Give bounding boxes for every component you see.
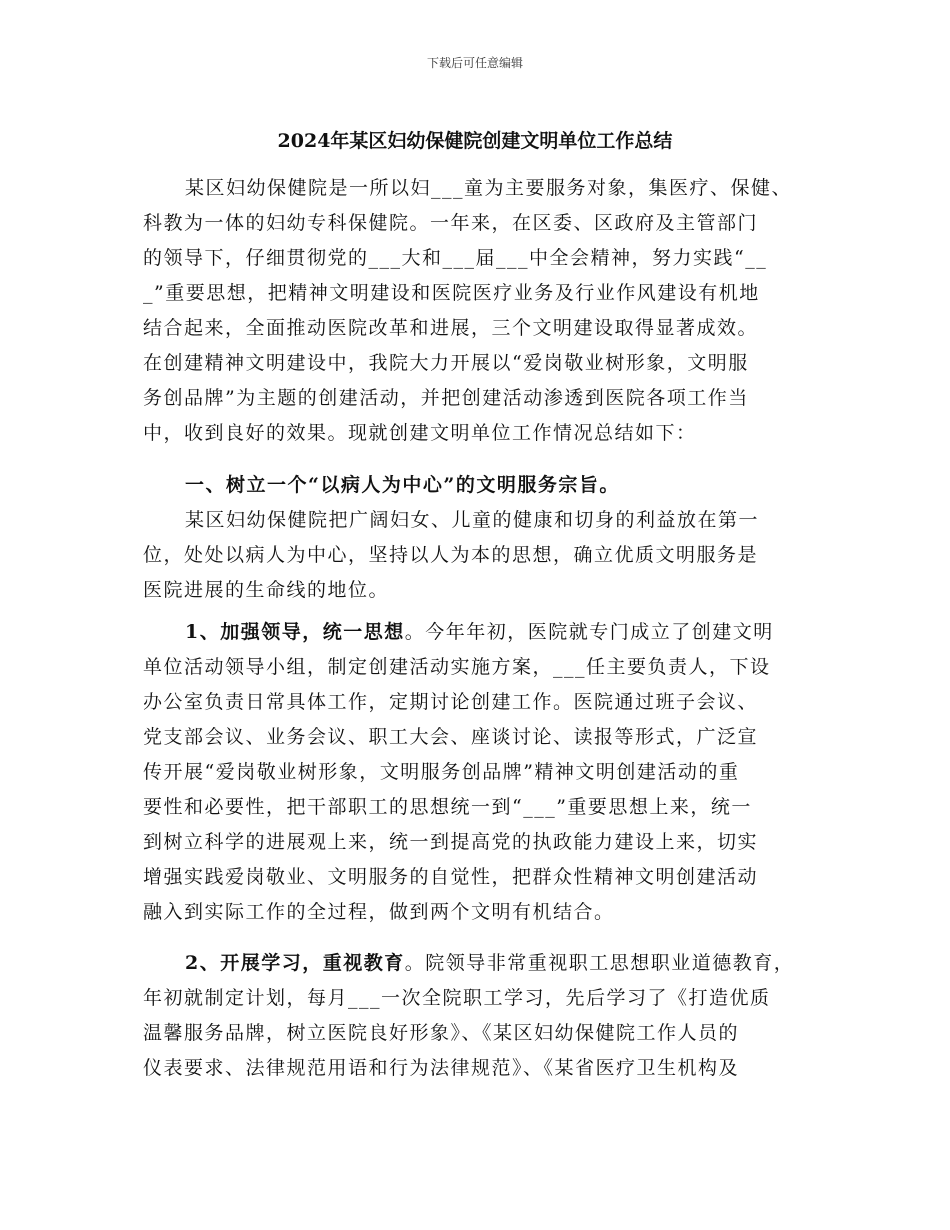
- text-line: 医院进展的生命线的地位。: [143, 579, 390, 601]
- text-line: 位，处处以病人为中心，坚持以人为本的思想，确立优质文明服务是: [143, 544, 759, 566]
- text-line: 温馨服务品牌，树立医院良好形象》、《某区妇幼保健院工作人员的: [143, 1022, 740, 1044]
- document-title: 2024年某区妇幼保健院创建文明单位工作总结: [277, 130, 673, 152]
- item-text: 。今年年初，医院就专门成立了创建文明: [404, 621, 774, 643]
- text-line: 办公室负责日常具体工作，定期讨论创建工作。医院通过班子会议、: [143, 691, 759, 713]
- text-line: 单位活动领导小组，制定创建活动实施方案，___任主要负责人，下设: [143, 656, 771, 678]
- item-heading: 2、开展学习，重视教育: [185, 952, 405, 974]
- text-line: 在创建精神文明建设中，我院大力开展以“爱岗敬业树形象，文明服: [143, 352, 749, 374]
- item-heading: 1、加强领导，统一思想: [185, 621, 405, 643]
- text-line: _”重要思想，把精神文明建设和医院医疗业务及行业作风建设有机地: [143, 282, 760, 304]
- item-2-paragraph: [143, 946, 823, 1086]
- text-line: 结合起来，全面推动医院改革和进展，三个文明建设取得显著成效。: [143, 317, 759, 339]
- item-text: 。院领导非常重视职工思想职业道德教育，: [404, 952, 795, 974]
- text-line: 要性和必要性，把干部职工的思想统一到“___”重要思想上来，统一: [143, 796, 752, 818]
- text-line: 传开展“爱岗敬业树形象，文明服务创品牌”精神文明创建活动的重: [143, 761, 740, 783]
- text-line: [143, 615, 823, 650]
- text-line: 务创品牌”为主题的创建活动，并把创建活动渗透到医院各项工作当: [143, 387, 749, 409]
- text-line: 某区妇幼保健院是一所以妇___童为主要服务对象，集医疗、保健、: [185, 177, 793, 199]
- text-line: 的领导下，仔细贯彻党的___大和___届___中全会精神，努力实践“__: [143, 247, 768, 269]
- text-line: 仪表要求、法律规范用语和行为法律规范》、《某省医疗卫生机构及: [143, 1057, 740, 1079]
- intro-paragraph: [143, 171, 823, 451]
- page-header: 下载后可任意编辑: [426, 56, 523, 70]
- text-line: 某区妇幼保健院把广阔妇女、儿童的健康和切身的利益放在第一: [185, 509, 760, 531]
- text-line: 中，收到良好的效果。现就创建文明单位工作情况总结如下：: [143, 422, 697, 444]
- section-heading: 一、树立一个“以病人为中心”的文明服务宗旨。: [185, 474, 620, 496]
- text-line: 党支部会议、业务会议、职工大会、座谈讨论、读报等形式，广泛宣: [143, 726, 759, 748]
- item-1-paragraph: [143, 615, 823, 930]
- text-line: 增强实践爱岗敬业、文明服务的自觉性，把群众性精神文明创建活动: [143, 866, 759, 888]
- text-line: 融入到实际工作的全过程，做到两个文明有机结合。: [143, 901, 615, 923]
- text-line: 到树立科学的进展观上来，统一到提高党的执政能力建设上来，切实: [143, 831, 759, 853]
- text-line: 科教为一体的妇幼专科保健院。一年来，在区委、区政府及主管部门: [143, 212, 759, 234]
- text-line: 年初就制定计划，每月___一次全院职工学习，先后学习了《打造优质: [143, 987, 771, 1009]
- section-1: [143, 468, 823, 608]
- text-line: [143, 946, 823, 981]
